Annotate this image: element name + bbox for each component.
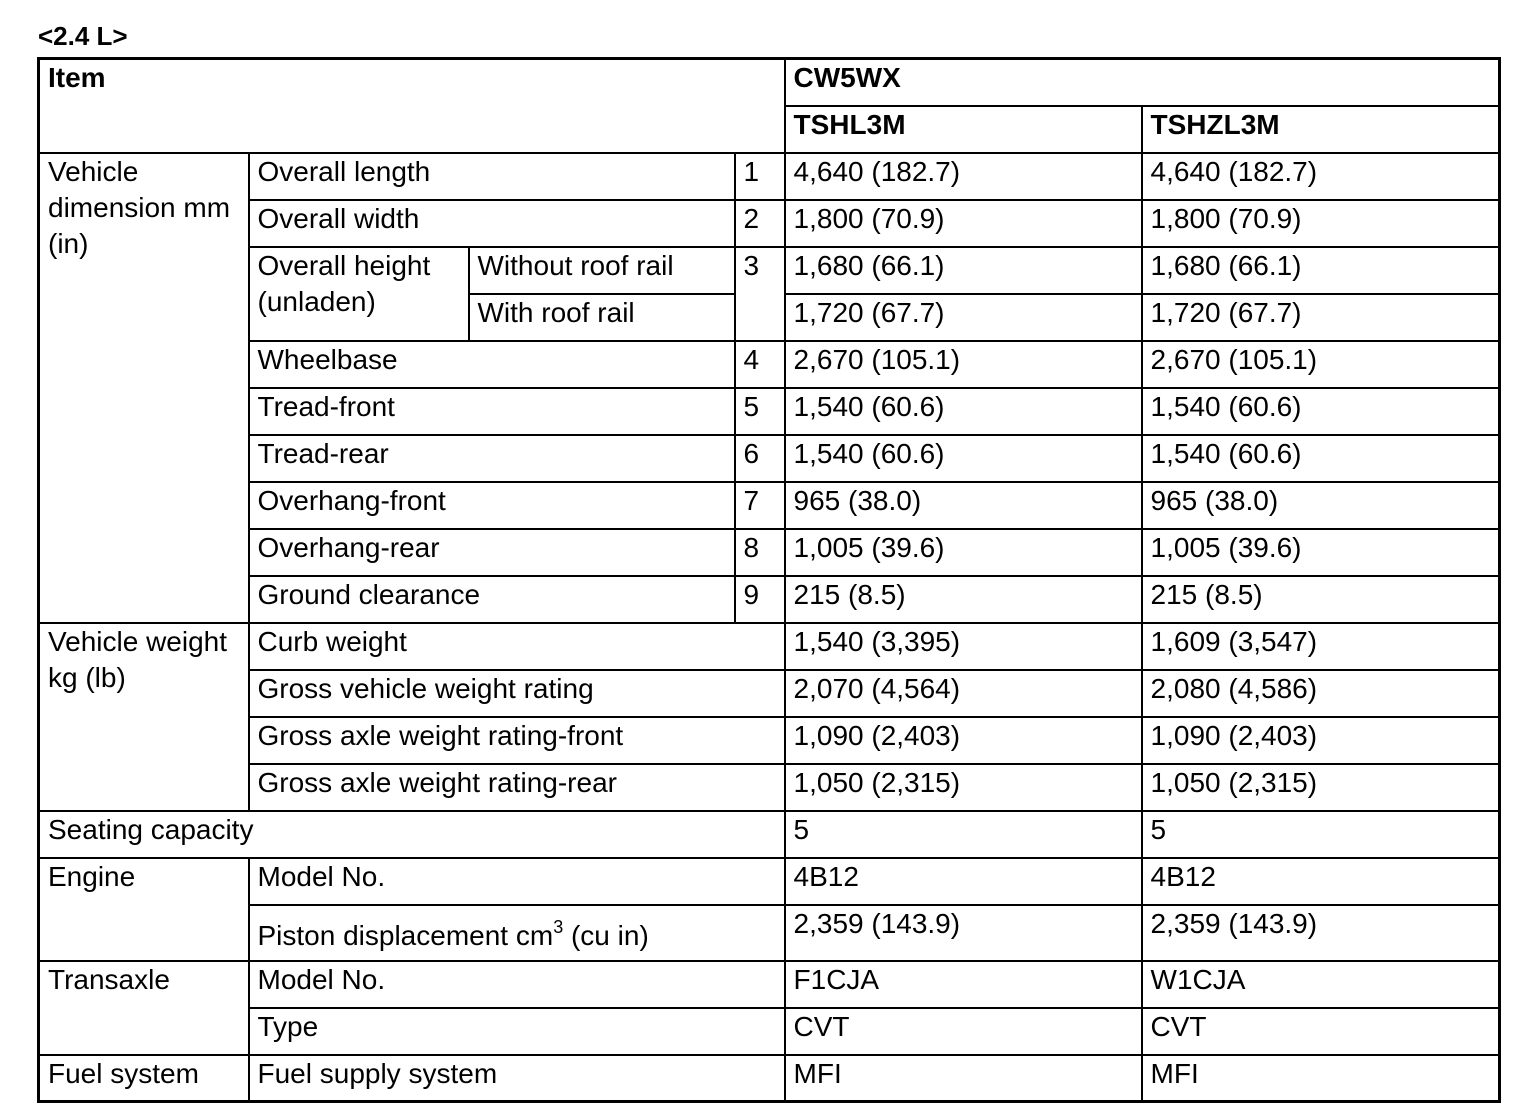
value-cell: F1CJA xyxy=(785,961,1142,1008)
value-cell: 4B12 xyxy=(1142,858,1500,905)
header-model: CW5WX xyxy=(785,59,1500,106)
value-cell: 1,540 (60.6) xyxy=(785,435,1142,482)
row-number: 5 xyxy=(735,388,785,435)
row-number: 6 xyxy=(735,435,785,482)
row-number: 8 xyxy=(735,529,785,576)
value-cell: 1,090 (2,403) xyxy=(1142,717,1500,764)
table-row xyxy=(39,153,1500,200)
value-cell: MFI xyxy=(1142,1055,1500,1102)
row-label: Overall length xyxy=(249,153,735,200)
specifications-table xyxy=(37,57,1501,1103)
row-label: Overall width xyxy=(249,200,735,247)
table-row xyxy=(39,482,1500,529)
value-cell: 1,540 (3,395) xyxy=(785,623,1142,670)
value-cell: 5 xyxy=(785,811,1142,858)
table-caption: <2.4 L> xyxy=(38,21,128,51)
value-cell: 1,005 (39.6) xyxy=(785,529,1142,576)
header-col1: TSHL3M xyxy=(785,106,1142,153)
value-cell: 1,540 (60.6) xyxy=(1142,388,1500,435)
value-cell: 2,670 (105.1) xyxy=(785,341,1142,388)
table-row xyxy=(39,1055,1500,1102)
value-cell: 1,800 (70.9) xyxy=(1142,200,1500,247)
value-cell: 215 (8.5) xyxy=(1142,576,1500,623)
table-row xyxy=(39,1008,1500,1055)
row-label: Tread-front xyxy=(249,388,735,435)
row-label: Ground clearance xyxy=(249,576,735,623)
value-cell: 1,005 (39.6) xyxy=(1142,529,1500,576)
table-row xyxy=(39,576,1500,623)
row-label: Type xyxy=(249,1008,785,1055)
header-col2: TSHZL3M xyxy=(1142,106,1500,153)
value-cell: 2,670 (105.1) xyxy=(1142,341,1500,388)
table-row xyxy=(39,341,1500,388)
value-cell: 1,050 (2,315) xyxy=(1142,764,1500,811)
value-cell: 2,070 (4,564) xyxy=(785,670,1142,717)
row-number: 3 xyxy=(735,247,785,341)
row-number: 4 xyxy=(735,341,785,388)
value-cell: 1,720 (67.7) xyxy=(785,294,1142,341)
value-cell: 1,800 (70.9) xyxy=(785,200,1142,247)
value-cell: 2,359 (143.9) xyxy=(1142,905,1500,961)
value-cell: W1CJA xyxy=(1142,961,1500,1008)
row-label: Model No. xyxy=(249,858,785,905)
table-row xyxy=(39,717,1500,764)
value-cell: 1,540 (60.6) xyxy=(1142,435,1500,482)
group-vehicle-weight: Vehicle weight kg (lb) xyxy=(39,623,249,811)
row-label: Curb weight xyxy=(249,623,785,670)
row-label: Gross axle weight rating-front xyxy=(249,717,785,764)
value-cell: 4B12 xyxy=(785,858,1142,905)
row-label: Tread-rear xyxy=(249,435,735,482)
row-label: Overhang-rear xyxy=(249,529,735,576)
value-cell: 1,680 (66.1) xyxy=(1142,247,1500,294)
table-row xyxy=(39,247,1500,294)
table-row xyxy=(39,435,1500,482)
group-vehicle-dimension: Vehicle dimension mm (in) xyxy=(39,153,249,623)
table-row xyxy=(39,858,1500,905)
row-label: Overhang-front xyxy=(249,482,735,529)
displacement-label: Piston displacement cm xyxy=(257,919,554,951)
table-row xyxy=(39,764,1500,811)
table-row xyxy=(39,623,1500,670)
value-cell: 5 xyxy=(1142,811,1500,858)
value-cell: 2,080 (4,586) xyxy=(1142,670,1500,717)
table-row xyxy=(39,529,1500,576)
row-label: Gross axle weight rating-rear xyxy=(249,764,785,811)
row-label: Overall height (unladen) xyxy=(249,247,469,341)
row-label xyxy=(249,905,785,961)
group-fuel-system: Fuel system xyxy=(39,1055,249,1102)
value-cell: 965 (38.0) xyxy=(785,482,1142,529)
row-label: Fuel supply system xyxy=(249,1055,785,1102)
header-item: Item xyxy=(39,59,785,153)
row-number: 2 xyxy=(735,200,785,247)
value-cell: 1,540 (60.6) xyxy=(785,388,1142,435)
table-row xyxy=(39,811,1500,858)
value-cell: 4,640 (182.7) xyxy=(785,153,1142,200)
table-row xyxy=(39,670,1500,717)
table-row xyxy=(39,961,1500,1008)
displacement-superscript: 3 xyxy=(553,916,564,937)
value-cell: 2,359 (143.9) xyxy=(785,905,1142,961)
row-label: Wheelbase xyxy=(249,341,735,388)
table-row xyxy=(39,200,1500,247)
value-cell: 4,640 (182.7) xyxy=(1142,153,1500,200)
group-transaxle: Transaxle xyxy=(39,961,249,1055)
value-cell: 1,090 (2,403) xyxy=(785,717,1142,764)
row-number: 1 xyxy=(735,153,785,200)
value-cell: CVT xyxy=(785,1008,1142,1055)
value-cell: 1,050 (2,315) xyxy=(785,764,1142,811)
value-cell: 1,680 (66.1) xyxy=(785,247,1142,294)
row-sublabel: Without roof rail xyxy=(469,247,735,294)
value-cell: 1,720 (67.7) xyxy=(1142,294,1500,341)
row-sublabel: With roof rail xyxy=(469,294,735,341)
value-cell: MFI xyxy=(785,1055,1142,1102)
table-row xyxy=(39,905,1500,961)
table-row xyxy=(39,388,1500,435)
group-engine: Engine xyxy=(39,858,249,961)
row-label: Gross vehicle weight rating xyxy=(249,670,785,717)
row-label: Seating capacity xyxy=(39,811,785,858)
row-number: 9 xyxy=(735,576,785,623)
row-label: Model No. xyxy=(249,961,785,1008)
row-number: 7 xyxy=(735,482,785,529)
displacement-unit: (cu in) xyxy=(563,919,649,951)
header-row xyxy=(39,59,1500,106)
value-cell: 1,609 (3,547) xyxy=(1142,623,1500,670)
value-cell: 965 (38.0) xyxy=(1142,482,1500,529)
value-cell: CVT xyxy=(1142,1008,1500,1055)
value-cell: 215 (8.5) xyxy=(785,576,1142,623)
